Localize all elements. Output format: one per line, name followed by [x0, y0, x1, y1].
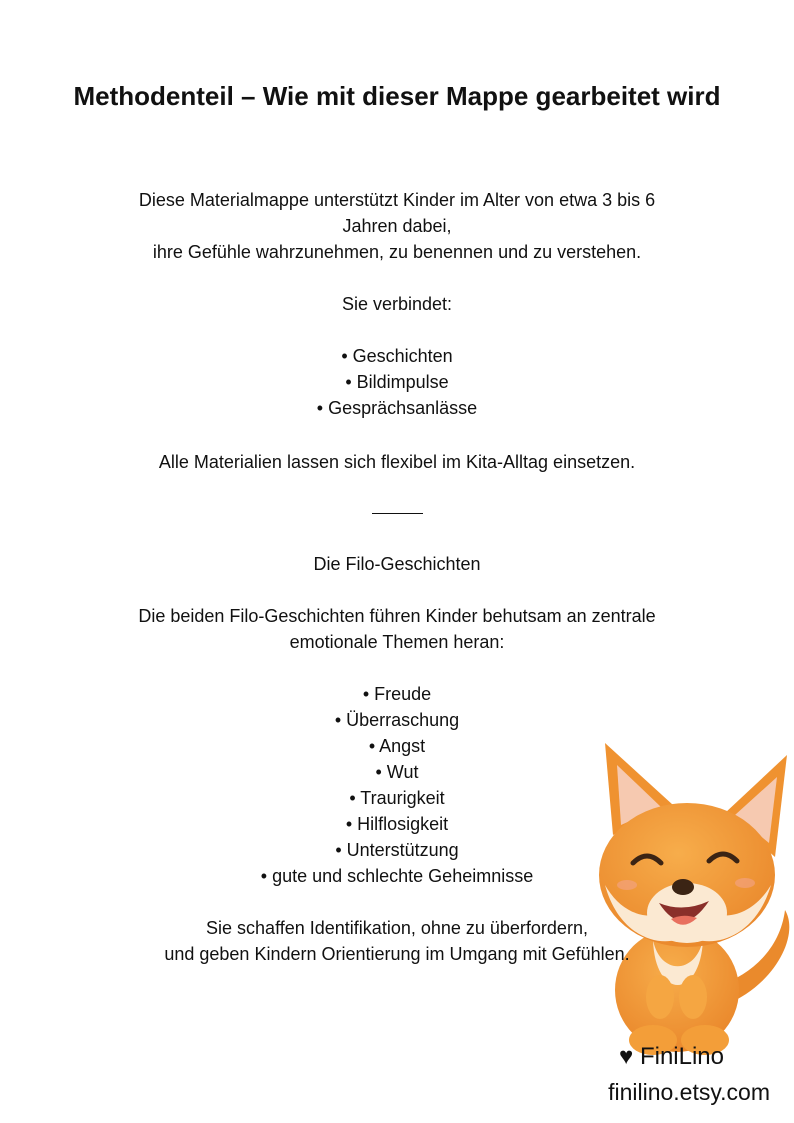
list-item: • Angst [368, 736, 426, 756]
list-item: • Traurigkeit [349, 788, 445, 808]
divider [372, 513, 423, 514]
connects-list [60, 343, 734, 421]
intro-line-1: Diese Materialmappe unterstützt Kinder im Alter von etwa 3 bis 6 [138, 190, 656, 210]
section-heading: Die Filo-Geschichten [313, 554, 481, 574]
intro-paragraph [60, 187, 734, 265]
list-item: • Geschichten [341, 346, 453, 366]
list-item: • Bildimpulse [345, 372, 449, 392]
brand-name-text: ♥ FiniLino [619, 1043, 724, 1070]
list-item: • Gesprächsanlässe [316, 398, 478, 418]
list-item: • Freude [362, 684, 432, 704]
list-item: • Hilflosigkeit [345, 814, 449, 834]
brand-name [619, 1042, 724, 1072]
stories-line-2: emotionale Themen heran: [289, 632, 505, 652]
stories-line-1: Die beiden Filo-Geschichten führen Kinder behutsam an zentrale [138, 606, 656, 626]
list-item: • Wut [375, 762, 419, 782]
list-item: • Überraschung [334, 710, 460, 730]
list-item: • gute und schlechte Geheimnisse [260, 866, 534, 886]
connects-label: Sie verbindet: [341, 294, 453, 314]
page-title: Methodenteil – Wie mit dieser Mappe gearbeitet wird [73, 81, 721, 111]
brand-url-text: finilino.etsy.com [608, 1079, 770, 1105]
intro-line-2: Jahren dabei, [342, 216, 452, 236]
closing-line-2: und geben Kindern Orientierung im Umgang mit Gefühlen. [164, 944, 630, 964]
intro-line-3: ihre Gefühle wahrzunehmen, zu benennen und zu verstehen. [152, 242, 642, 262]
themes-list [60, 681, 734, 889]
closing-paragraph [60, 915, 734, 967]
list-item: • Unterstützung [335, 840, 459, 860]
stories-paragraph [60, 603, 734, 655]
flexible-note: Alle Materialien lassen sich flexibel im Kita-Alltag einsetzen. [158, 452, 636, 472]
brand-url [608, 1077, 770, 1107]
closing-line-1: Sie schaffen Identifikation, ohne zu überfordern, [206, 918, 588, 938]
